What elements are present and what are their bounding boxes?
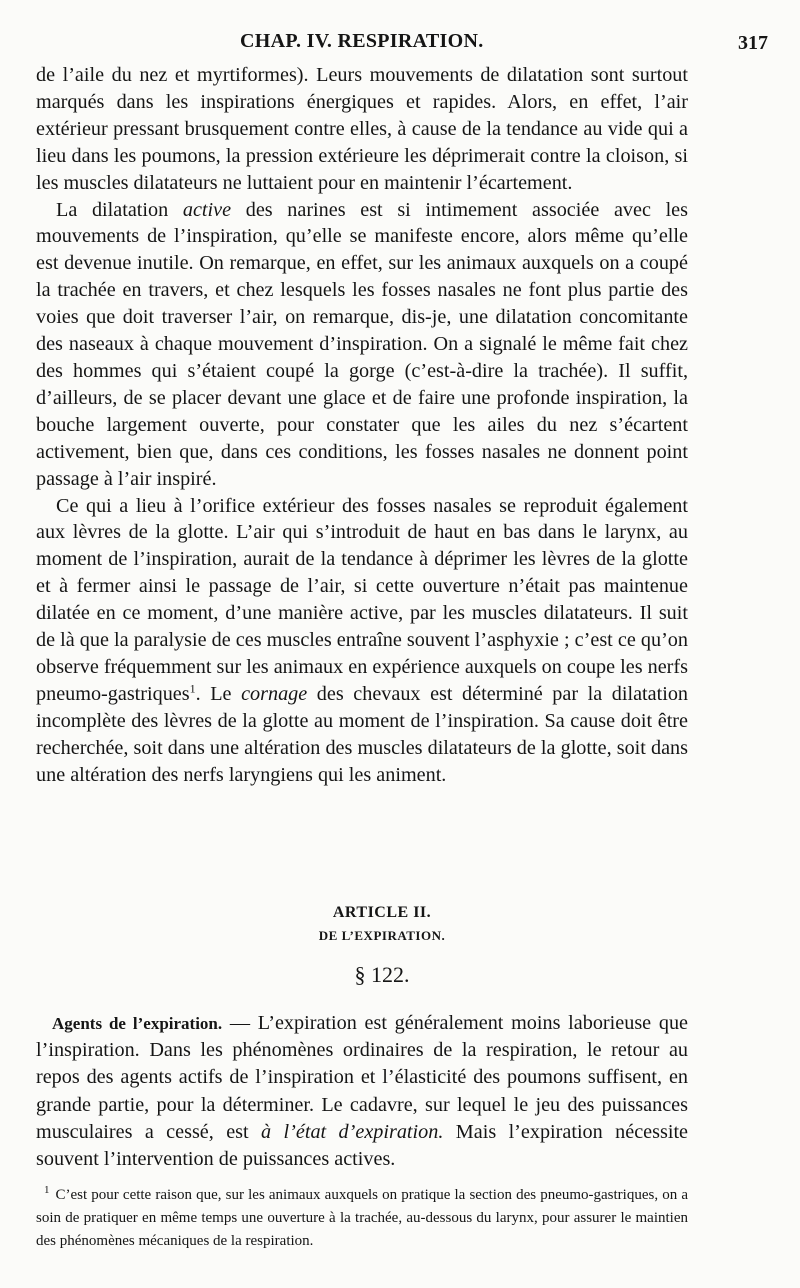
paragraph-3-part-a: Ce qui a lieu à l’orifice extérieur des fosses nasales se reproduit également aux lèvres de la glotte. L’air qui s’introduit de haut en bas dans le larynx, au moment de l’inspiration, aurait de la tendance à déprimer les lèvres de la glotte et à fermer ainsi le passage de l’air, si cette ouverture n’était pas maintenue dilatée en ce moment, d’une manière active, par les muscles dilatateurs. Il suit de là que la paralysie de ces muscles entraîne souvent l’asphyxie ; c’est ce qu’on observe fréquemment sur les animaux en expérience auxquels on coupe les nerfs pneumo-gastriques: [36, 494, 688, 705]
article-title: ARTICLE II.: [332, 904, 432, 921]
footnote-text: C’est pour cette raison que, sur les animaux auxquels on pratique la section des pneumo-gastriques, on a soin de pratiquer en même temps une ouverture à la trachée, au-dessous du larynx, pour assurer le maintien des phénomènes mécaniques de la respiration.: [36, 1187, 688, 1249]
paragraph-1: de l’aile du nez et myrtiformes). Leurs mouvements de dilatation sont surtout marqués dans les inspirations énergiques et rapides. Alors, en effet, l’air extérieur pressant brusquement contre elles, à cause de la tendance au vide qui a lieu dans les poumons, la pression extérieure les déprimerait contre la cloison, si les muscles dilatateurs ne luttaient pour en maintenir l’écartement.: [36, 64, 688, 194]
footnote-reference: 1: [189, 681, 196, 696]
run-in-heading: Agents de l’expiration.: [52, 1014, 223, 1033]
paragraph-2-rest: des narines est si intimement associée avec les mouvements de l’inspiration, qu’elle se manifeste encore, alors même qu’elle est devenue inutile. On remarque, en effet, sur les animaux auxquels on a coupé la trachée en travers, et chez lesquels les fosses nasales ne font plus partie des voies que doit traverser l’air, on remarque, dis-je, une dilatation concomitante des naseaux à chaque mouvement d’inspiration. On a signalé le même fait chez des hommes qui s’étaient coupé la gorge (c’est-à-dire la trachée). Il suffit, d’ailleurs, de se placer devant une glace et de faire une profonde inspiration, la bouche largement ouverte, pour constater que les ailes du nez s’écartent activement, bien que, dans ces conditions, les fosses nasales ne donnent point passage à l’air inspiré.: [36, 198, 688, 490]
paragraph-2-lead: La dilatation: [56, 198, 169, 221]
page-header: [36, 26, 768, 60]
paragraph-3-part-b: . Le: [195, 682, 232, 705]
section-text-part-b: Mais l’expiration nécessite souvent l’intervention de puissances actives.: [36, 1120, 689, 1171]
section-number: § 122.: [354, 962, 410, 987]
section-paragraph: [36, 1010, 688, 1173]
section-text: [36, 1010, 688, 1173]
main-text: [36, 62, 688, 788]
page-number: 317: [738, 32, 768, 54]
article-subtitle: DE L’EXPIRATION.: [318, 928, 446, 943]
paragraph-3-emphasis: cornage: [241, 682, 308, 705]
footnote-marker: 1: [44, 1184, 50, 1196]
article-heading: [36, 904, 688, 988]
paragraph-3: [36, 493, 688, 789]
section-text-emphasis: à l’état d’expiration.: [261, 1120, 444, 1143]
paragraph-2-emphasis: active: [182, 198, 232, 221]
section-text-part-a: — L’expiration est généralement moins laborieuse que l’inspiration. Dans les phénomènes ordinaires de la respiration, le retour au repos des agents actifs de l’inspiration et l’élasticité des poumons suffisent, en grande partie, pour la déterminer. Le cadavre, sur lequel le jeu des puissances musculaires a cessé, est: [36, 1012, 689, 1143]
footnote-paragraph: [36, 1184, 688, 1253]
footnote: [36, 1184, 688, 1253]
running-head: CHAP. IV. RESPIRATION.: [240, 30, 484, 52]
paragraph-3-part-c: des chevaux est déterminé par la dilatation incomplète des lèvres de la glotte au moment de l’inspiration. Sa cause doit être recherchée, soit dans une altération des muscles dilatateurs de la glotte, soit dans une altération des nerfs laryngiens qui les animent.: [36, 682, 689, 786]
paragraph-2: [36, 197, 688, 493]
